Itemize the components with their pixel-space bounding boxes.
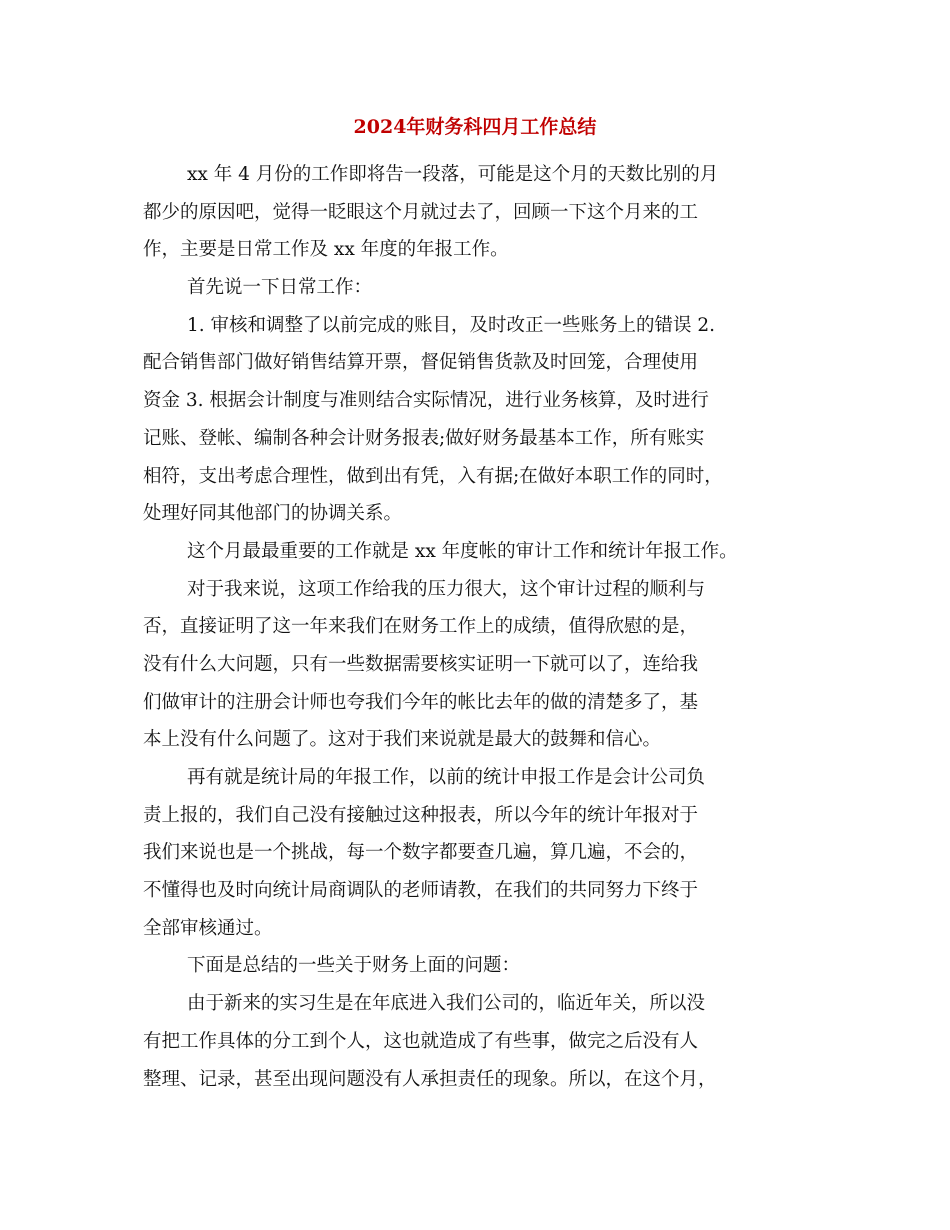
- text-line: 处理好同其他部门的协调关系。: [143, 503, 403, 525]
- text-line: xx 年 4 月份的工作即将告一段落，可能是这个月的天数比别的月: [187, 164, 719, 185]
- text-line: 配合销售部门做好销售结算开票，督促销售货款及时回笼，合理使用: [143, 352, 699, 374]
- paragraph: [143, 985, 815, 1098]
- text-line: 整理、记录，甚至出现问题没有人承担责任的现象。所以，在这个月，: [143, 1068, 717, 1090]
- text-line: 没有什么大问题，只有一些数据需要核实证明一下就可以了，连给我: [143, 653, 699, 675]
- text-line: 全部审核通过。: [143, 917, 273, 939]
- text-line: 对于我来说，这项工作给我的压力很大，这个审计过程的顺利与: [187, 578, 706, 600]
- text-line: 记账、登帐、编制各种会计财务报表;做好财务最基本工作，所有账实: [143, 427, 705, 449]
- text-line: 不懂得也及时向统计局商调队的老师请教，在我们的共同努力下终于: [143, 880, 699, 902]
- paragraph: [143, 759, 815, 947]
- text-line: 这个月最最重要的工作就是 xx 年度帐的审计工作和统计年报工作。: [187, 540, 738, 562]
- paragraph: [143, 947, 815, 985]
- paragraph: [143, 307, 815, 533]
- paragraph: [143, 571, 815, 759]
- text-line: 资金 3. 根据会计制度与准则结合实际情况，进行业务核算，及时进行: [143, 390, 709, 412]
- text-line: 们做审计的注册会计师也夸我们今年的帐比去年的做的清楚多了，基: [143, 691, 699, 713]
- text-line: 有把工作具体的分工到个人，这也就造成了有些事，做完之后没有人: [143, 1030, 699, 1052]
- text-line: 相符，支出考虑合理性，做到出有凭，入有据;在做好本职工作的同时，: [143, 465, 723, 487]
- paragraph: [143, 156, 815, 269]
- text-line: 1. 审核和调整了以前完成的账目，及时改正一些账务上的错误 2.: [187, 314, 716, 336]
- text-line: 否，直接证明了这一年来我们在财务工作上的成绩，值得欣慰的是，: [143, 616, 699, 638]
- document-title: 2024年财务科四月工作总结: [353, 116, 597, 138]
- text-line: 责上报的，我们自己没有接触过这种报表，所以今年的统计年报对于: [143, 804, 699, 826]
- document-body: [143, 156, 815, 1098]
- text-line: 由于新来的实习生是在年底进入我们公司的，临近年关，所以没: [187, 993, 706, 1015]
- paragraph: [143, 533, 815, 571]
- text-line: 首先说一下日常工作：: [187, 277, 373, 299]
- text-line: 都少的原因吧，觉得一眨眼这个月就过去了，回顾一下这个月来的工: [143, 201, 699, 223]
- paragraph: [143, 269, 815, 307]
- text-line: 本上没有什么问题了。这对于我们来说就是最大的鼓舞和信心。: [143, 729, 662, 751]
- text-line: 下面是总结的一些关于财务上面的问题：: [187, 955, 521, 977]
- text-line: 作，主要是日常工作及 xx 年度的年报工作。: [143, 239, 509, 261]
- text-line: 再有就是统计局的年报工作，以前的统计申报工作是会计公司负: [187, 767, 706, 788]
- text-line: 我们来说也是一个挑战，每一个数字都要查几遍，算几遍，不会的，: [143, 842, 699, 864]
